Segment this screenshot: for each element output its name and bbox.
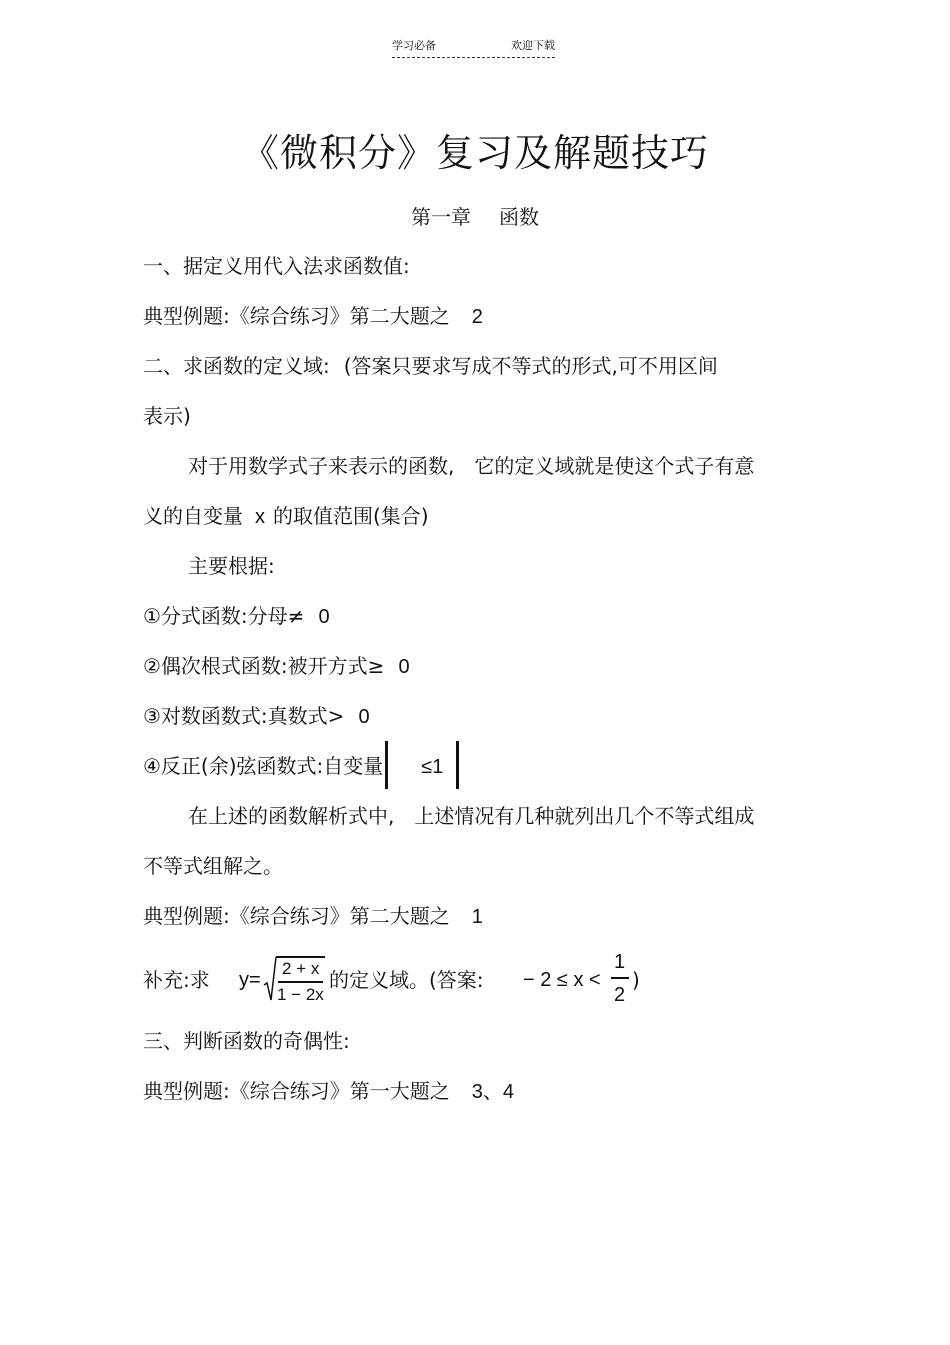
answer-close-paren: ) (632, 968, 640, 992)
header-right: 欢迎下载 (511, 39, 555, 52)
section-1-heading: 一、据定义用代入法求函数值: (143, 254, 410, 278)
sqrt-fraction-bar (278, 981, 323, 983)
basis-label: 主要根据: (188, 554, 275, 578)
section-1-example: 典型例题:《综合练习》第二大题之 2 (143, 304, 483, 328)
document-title: 《微积分》复习及解题技巧 (240, 131, 709, 175)
section-2-heading-cont: 表示) (143, 404, 191, 428)
supplement-mid: 的定义域。(答案: (329, 968, 484, 992)
chapter-label: 第一章 (411, 205, 471, 229)
definition-paragraph: 对于用数学式子来表示的函数, 它的定义域就是使这个式子有意 (188, 454, 755, 478)
section-2-example: 典型例题:《综合练习》第二大题之 1 (143, 904, 483, 928)
page-header (392, 39, 555, 58)
sqrt-numerator: 2 + x (282, 959, 320, 978)
answer-numerator: 1 (614, 951, 626, 973)
answer-inequality: − 2 ≤ x < (523, 969, 601, 991)
rule-4: ④反正(余)弦函数式:自变量 ≤1 (143, 754, 444, 778)
combine-paragraph-cont: 不等式组解之。 (143, 854, 283, 878)
header-left: 学习必备 (392, 39, 436, 52)
section-3-example: 典型例题:《综合练习》第一大题之 3、4 (143, 1079, 514, 1103)
abs-bar-right (456, 741, 459, 789)
combine-paragraph: 在上述的函数解析式中, 上述情况有几种就列出几个不等式组成 (188, 804, 755, 828)
section-3-heading: 三、判断函数的奇偶性: (143, 1029, 350, 1053)
rule-2: ②偶次根式函数:被开方式≥ 0 (143, 654, 410, 678)
rule-1: ①分式函数:分母≠ 0 (143, 604, 330, 628)
chapter-heading (0, 203, 950, 231)
definition-paragraph-cont: 义的自变量 x 的取值范围(集合) (143, 504, 429, 528)
chapter-name: 函数 (499, 205, 539, 229)
sqrt-denominator: 1 − 2x (277, 985, 324, 1004)
sqrt-sign-icon (263, 955, 277, 1005)
rule-3: ③对数函数式:真数式> 0 (143, 704, 370, 728)
answer-fraction-bar (611, 977, 629, 979)
abs-bar-left (385, 741, 388, 789)
section-2-heading: 二、求函数的定义域: (答案只要求写成不等式的形式,可不用区间 (143, 354, 718, 378)
answer-denominator: 2 (614, 984, 626, 1006)
supplement-label: 补充:求 (143, 968, 210, 992)
supplement-y-eq: y= (239, 969, 261, 991)
